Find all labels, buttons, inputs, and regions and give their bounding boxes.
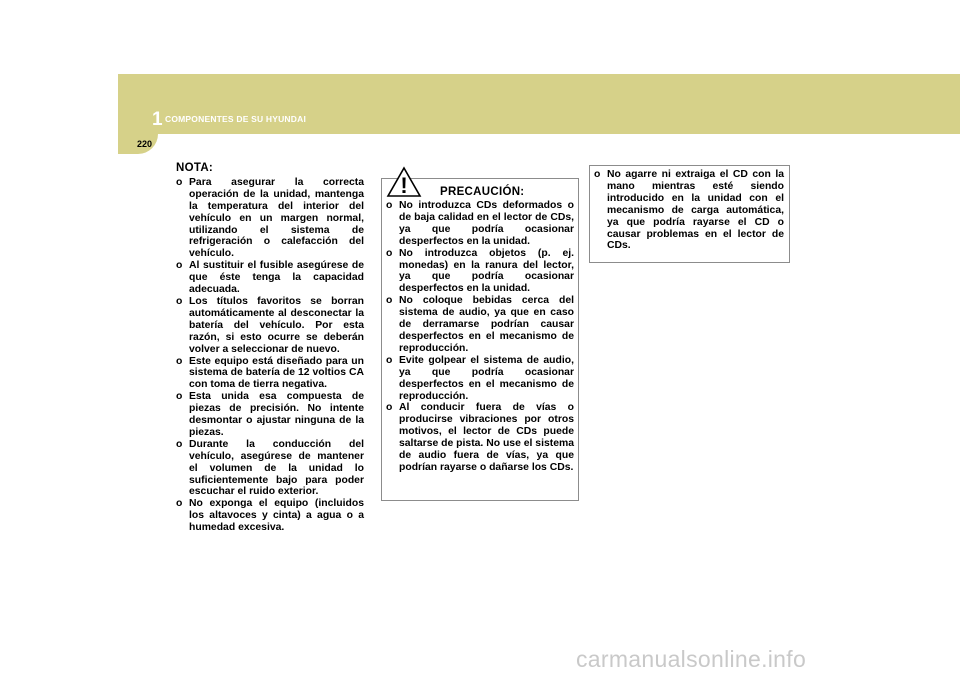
item-text: Este equipo está diseñado para un sistema de batería de 12 voltios CA con toma de tierra negativa. (189, 355, 364, 391)
bullet-mark: o (386, 200, 393, 211)
list-item (386, 295, 574, 355)
list-item (386, 355, 574, 403)
list-item (594, 169, 784, 252)
item-text: No coloque bebidas cerca del sistema de audio, ya que en caso de derramarse podrían causar desperfectos en el mecanismo de reproducción. (399, 295, 574, 354)
item-text: Durante la conducción del vehículo, asegúrese de mantener el volumen de la unidad lo suficientemente bajo para poder escuchar el ruido exterior. (189, 438, 364, 498)
bullet-mark: o (386, 354, 393, 366)
bullet-mark: o (386, 247, 393, 259)
list-item (386, 200, 574, 248)
bullet-mark: o (176, 295, 183, 307)
bullet-mark: o (386, 295, 393, 307)
chapter-number: 1 (152, 109, 163, 130)
caution-list (386, 200, 574, 474)
list-item (176, 356, 364, 392)
caution-title: PRECAUCIÓN: (440, 186, 525, 198)
item-text: Esta unida esa compuesta de piezas de precisión. No intente desmontar o ajustar ninguna de la piezas. (189, 391, 364, 438)
bullet-mark: o (176, 355, 183, 367)
watermark: carmanualsonline.info (576, 646, 807, 672)
nota-list (176, 177, 364, 534)
item-text: Para asegurar la correcta operación de la unidad, mantenga la temperatura del interior del vehículo en un margen normal, utilizando el sistema de refrigeración o calefacción del vehículo. (189, 176, 364, 260)
item-text: Al sustituir el fusible asegúrese de que éste tenga la capacidad adecuada. (189, 260, 364, 296)
bullet-mark: o (176, 438, 183, 450)
bullet-mark: o (386, 402, 393, 414)
caution-section (386, 200, 574, 474)
item-text: No exponga el equipo (incluidos los altavoces y cinta) a agua o a humedad excesiva. (189, 498, 364, 534)
bullet-mark: o (176, 391, 183, 403)
nota-title: NOTA: (176, 162, 214, 174)
list-item (176, 296, 364, 356)
item-text: Evite golpear el sistema de audio, ya que podría ocasionar desperfectos en el mecanismo de reproducción. (399, 354, 574, 402)
bullet-mark: o (594, 169, 601, 180)
warning-triangle-icon (386, 166, 422, 198)
item-text: No agarre ni extraiga el CD con la mano mientras esté siendo introducido en la unidad con el mecanismo de carga automática, ya que podría rayarse el CD o causar problemas en el lector de CDs. (607, 169, 784, 252)
right-list (594, 169, 784, 252)
item-text: No introduzca CDs deformados o de baja calidad en el lector de CDs, ya que podría ocasionar desperfectos en la unidad. (399, 200, 574, 247)
item-text: No introduzca objetos (p. ej. monedas) en la ranura del lector, ya que podría ocasionar desperfectos en la unidad. (399, 247, 574, 295)
bullet-mark: o (176, 260, 183, 272)
header-band (118, 74, 960, 134)
list-item (176, 439, 364, 499)
list-item (176, 260, 364, 296)
warning-symbol: ! (400, 173, 408, 198)
nota-section (176, 163, 364, 534)
list-item (176, 391, 364, 439)
chapter-title: COMPONENTES DE SU HYUNDAI (165, 114, 307, 124)
bullet-mark: o (176, 176, 183, 188)
item-text: Al conducir fuera de vías o producirse vibraciones por otros motivos, el lector de CDs puede saltarse de pista. No use el sistema de audio fuera de vías, ya que podrían rayarse o dañarse los CDs. (399, 402, 574, 473)
list-item (176, 177, 364, 260)
bullet-mark: o (176, 498, 183, 510)
list-item (386, 402, 574, 473)
list-item (176, 498, 364, 534)
right-section (594, 169, 784, 252)
list-item (386, 248, 574, 296)
item-text: Los títulos favoritos se borran automáticamente al desconectar la batería del vehículo. Por esta razón, si esto ocurre se deberán volver a seleccionar de nuevo. (189, 295, 364, 355)
page-number: 220 (137, 139, 153, 149)
